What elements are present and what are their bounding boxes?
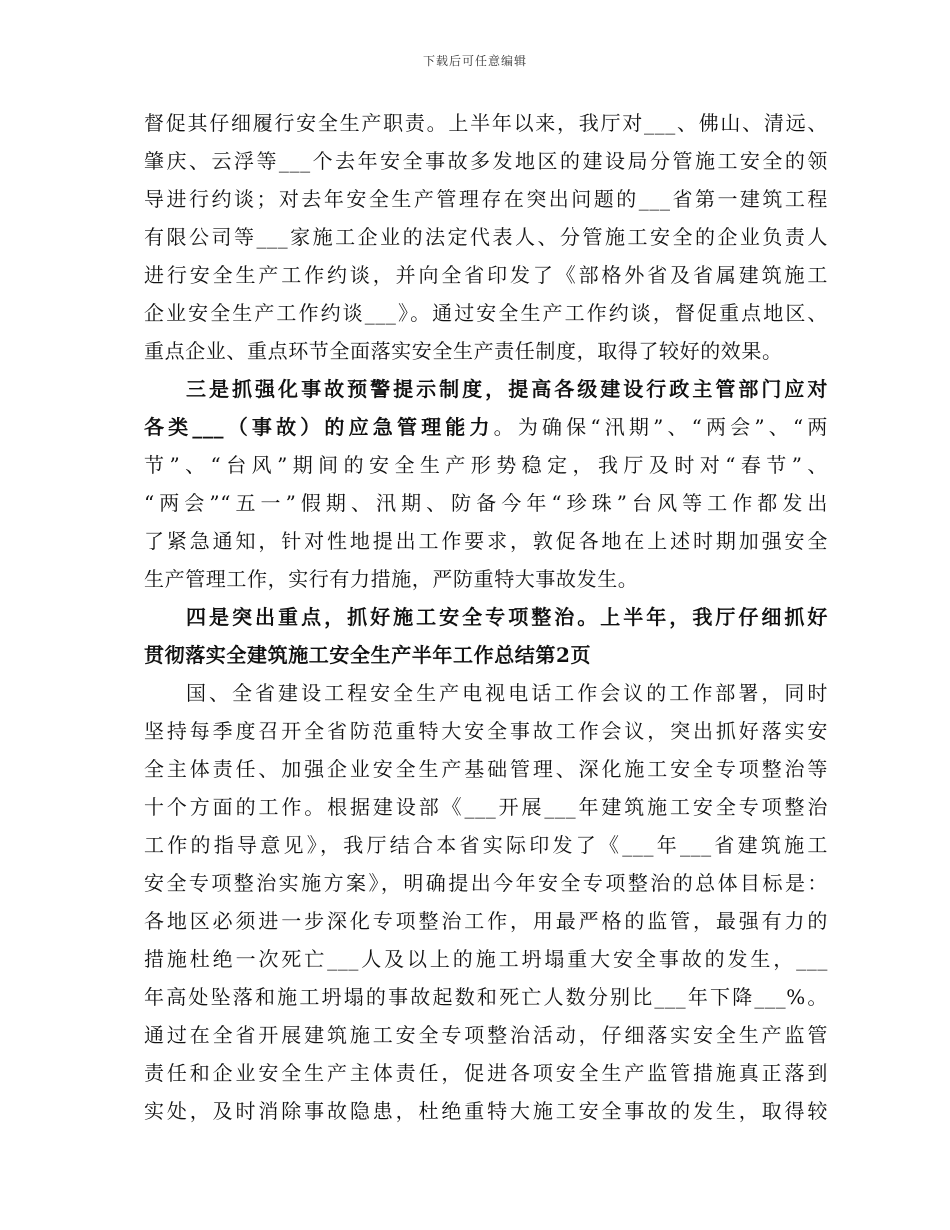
page-continuation-label: 贯彻落实全建筑施工安全生产半年工作总结第2页	[144, 643, 592, 667]
body-line-22: 各地区必须进一步深化专项整治工作，用最严格的监管，最强有力的	[144, 909, 828, 933]
body-line-23: 措施杜绝一次死亡___人及以上的施工坍塌重大安全事故的发生，___	[144, 947, 828, 971]
body-line-25: 通过在全省开展建筑施工安全专项整治活动，仔细落实安全生产监管	[144, 1023, 828, 1047]
body-line-26: 责任和企业安全生产主体责任，促进各项安全生产监管措施真正落到	[144, 1061, 828, 1085]
body-line-10: 节”、“台风”期间的安全生产形势稳定，我厅及时对“春节”、	[144, 453, 828, 477]
body-line-2: 肇庆、云浮等___个去年安全事故多发地区的建设局分管施工安全的领	[144, 149, 828, 173]
body-line-4: 有限公司等___家施工企业的法定代表人、分管施工安全的企业负责人	[144, 225, 828, 249]
body-line-20: 工作的指导意见》，我厅结合本省实际印发了《___年___省建筑施工	[144, 833, 828, 857]
body-line-3: 导进行约谈；对去年安全生产管理存在突出问题的___省第一建筑工程	[144, 187, 828, 211]
body-line-24: 年高处坠落和施工坍塌的事故起数和死亡人数分别比___年下降___%。	[144, 985, 828, 1009]
body-line-6: 企业安全生产工作约谈___》。通过安全生产工作约谈，督促重点地区、	[144, 301, 828, 325]
body-line-1: 督促其仔细履行安全生产职责。上半年以来，我厅对___、佛山、清远、	[144, 111, 828, 135]
body-line-17: 坚持每季度召开全省防范重特大安全事故工作会议，突出抓好落实安	[144, 719, 828, 743]
body-line-9	[144, 408, 828, 446]
body-line-12: 了紧急通知，针对性地提出工作要求，敦促各地在上述时期加强安全	[144, 529, 828, 553]
body-line-7: 重点企业、重点环节全面落实安全生产责任制度，取得了较好的效果。	[144, 339, 783, 363]
body-line-11: “两会”“五一”假期、汛期、防备今年“珍珠”台风等工作都发出	[144, 491, 828, 515]
section-four-heading: 四是突出重点，抓好施工安全专项整治。上半年，我厅仔细抓好	[186, 605, 828, 629]
page-header: 下载后可任意编辑	[422, 54, 527, 68]
section-three-heading: 三是抓强化事故预警提示制度，提高各级建设行政主管部门应对	[186, 377, 828, 401]
body-line-13: 生产管理工作，实行有力措施，严防重特大事故发生。	[144, 567, 639, 591]
body-line-5: 进行安全生产工作约谈，并向全省印发了《部格外省及省属建筑施工	[144, 263, 828, 287]
body-line-21: 安全专项整治实施方案》，明确提出今年安全专项整治的总体目标是：	[144, 871, 828, 895]
section-three-body-start: 。为确保“汛期”、“两会”、“两	[493, 415, 828, 439]
section-three-heading-tail: 各类___（事故）的应急管理能力	[144, 415, 494, 439]
document-body	[144, 104, 828, 1130]
body-line-16: 国、全省建设工程安全生产电视电话工作会议的工作部署，同时	[186, 681, 828, 705]
body-line-19: 十个方面的工作。根据建设部《___开展___年建筑施工安全专项整治	[144, 795, 828, 819]
body-line-18: 全主体责任、加强企业安全生产基础管理、深化施工安全专项整治等	[144, 757, 828, 781]
body-line-27: 实处，及时消除事故隐患，杜绝重特大施工安全事故的发生，取得较	[144, 1099, 828, 1123]
